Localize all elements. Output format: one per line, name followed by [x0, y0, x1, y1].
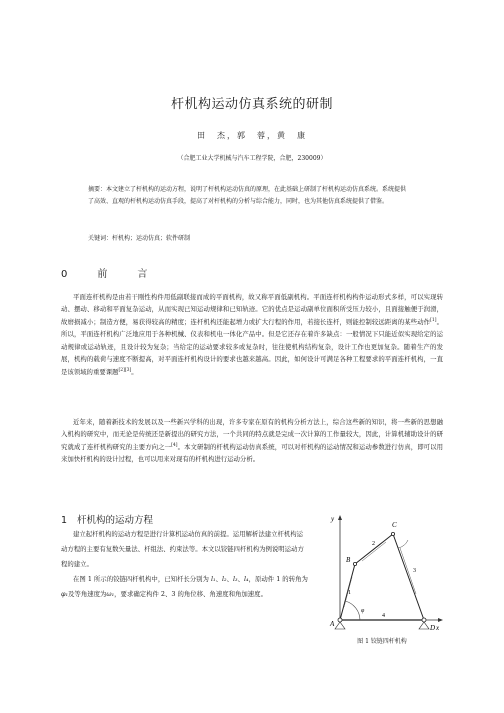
section-0-paragraph-2 [61, 416, 443, 466]
citation: [2][3] [118, 367, 132, 373]
label-C: C [392, 521, 397, 529]
paragraph-text: 。本文研制的杆机构运动仿真系统，可以对杆机构的运动情况和运动参数进行仿真，即可以用来加快杆机构的设计过程，也可以用来对现有的杆机构进行运动分析。 [61, 443, 444, 464]
label-A: A [330, 620, 335, 628]
label-D: D [430, 624, 436, 632]
symbol-l1: l₁ [211, 575, 216, 583]
paragraph-text: 在图 1 所示的铰链四杆机构中，已知杆长分别为 [73, 575, 209, 583]
section-1-heading [61, 512, 153, 526]
paragraph-text: ，原动件 1 的转角为 [248, 575, 308, 583]
figure-1-caption: 图 1 铰链四杆机构 [357, 638, 407, 645]
paper-authors: 田 杰，郭 蓉，黄 康 [197, 131, 307, 140]
paper-title: 杆机构运动仿真系统的研制 [170, 97, 333, 112]
symbol-l4: l₄ [244, 575, 249, 583]
link-3-label: 3 [413, 568, 416, 574]
link-2-label: 2 [372, 541, 375, 547]
paragraph-text: 建立起杆机构的运动方程是进行计算机运动仿真的前提。运用解析法建立杆机构运动方程的主要有复数矢量法、杆组法、约束法等。本文以铰链四杆机构为例说明运动方程的建立。 [61, 530, 304, 568]
paragraph-text: 近年来，随着新技术的发展以及一些新兴学科的出现，许多专家在原有的机构分析方法上，综合这些新的知识，将一些新的思想融入机构的研究中，而无论是传统还是新提出的研究方法，一个共同的特点就是完成一次计算的工作量较大，因此，计算机辅助设计的研究就成了连杆机构研究的主要方向之一 [61, 418, 443, 452]
x-axis-arrow [438, 618, 443, 622]
y-axis-label: y [331, 515, 335, 523]
link-4-label: 4 [382, 613, 385, 619]
angle-label-phi: φ [361, 608, 365, 614]
y-axis-arrow [338, 515, 342, 520]
section-1-paragraph-2: 在图 1 所示的铰链四杆机构中，已知杆长分别为 l₁、l₂、l₃、l₄，原动件 1 的转角为φ₁及等角速度为ω₁，要求确定构件 2、3 的角位移、角速度和角加速度。 [61, 575, 308, 598]
angle-arc-phi [345, 601, 360, 620]
link-1-label: 1 [348, 590, 351, 596]
symbol-phi1: φ₁ [61, 590, 69, 598]
section-1-paragraph-1 [61, 527, 309, 572]
paragraph-text: 。所以，平面连杆机构广泛地应用于各种机械、仪表和机电一体化产品中。但是它还存在着许多缺点：一般情况下只能近似实现给定的运动规律或运动轨迹，且设计较为复杂；当给定的运动要求较多或复杂时，往往使机构结构复杂，设计工作也更加复杂。随着生产的发展，机构的载荷与速度不断提高，对平面连杆机构设计的要求也越来越高。因此，如何设计可满足各种工程要求的平面连杆机构，一直是该领域的重要课题 [61, 318, 444, 376]
symbol-l2: l₂ [222, 575, 227, 583]
label-B: B [346, 556, 351, 564]
section-0-paragraph-1 [61, 291, 443, 378]
symbol-l3: l₃ [233, 575, 238, 583]
paragraph-text: 。 [131, 367, 138, 376]
abstract: 摘要：本文建立了杆机构的运动方程，说明了杆机构运动仿真的原理，在此基础上研制了杆机构运动仿真系统。系统提供了高效、直观的杆机构运动仿真手段，提高了对杆机构的分析与综合能力，同时，也为其他仿真系统提供了借鉴。 [88, 186, 407, 205]
ground-support-A [335, 622, 345, 629]
angle-arc-c [398, 540, 408, 548]
citation: [1] [430, 318, 437, 324]
joint-B [353, 562, 356, 565]
link-3 [393, 534, 424, 620]
section-number: 1 [61, 515, 68, 526]
section-0-heading: 0 前 言 [61, 269, 158, 280]
ground-support-D [419, 622, 429, 629]
link-2 [355, 534, 393, 564]
figure-1-four-bar-linkage [320, 512, 444, 634]
paragraph-text: 及等角速度为 [68, 590, 107, 598]
pivot-A [338, 618, 342, 622]
paper-affiliation: （合肥工业大学机械与汽车工程学院，合肥，230009） [177, 155, 327, 162]
paragraph-text: ，要求确定构件 2、3 的角位移、角速度和角加速度。 [114, 590, 267, 598]
x-axis-label: x [436, 624, 440, 632]
pivot-D [422, 618, 426, 622]
joint-C [391, 532, 394, 535]
section-title: 杆机构的运动方程 [77, 515, 154, 526]
keywords: 关键词：杆机构；运动仿真；软件研制 [88, 235, 191, 242]
symbol-omega1: ω₁ [106, 590, 115, 598]
citation: [4] [171, 443, 178, 449]
paragraph-text: 平面连杆机构是由若干刚性构件用低副联接而成的平面机构，故又称平面低副机构。平面连杆机构构件运动形式多样，可以实现转动、摆动、移动和平面复杂运动，从而实现已知运动规律和已知轨迹。它的优点是运动副单位面积所受压力较小，且面接触便于润滑，故磨损减小；制造方便，易获得较高的精度；连杆机构还能起增力或扩大行程的作用，若接长连杆，则能控制较远距离的某些动作 [61, 293, 443, 327]
